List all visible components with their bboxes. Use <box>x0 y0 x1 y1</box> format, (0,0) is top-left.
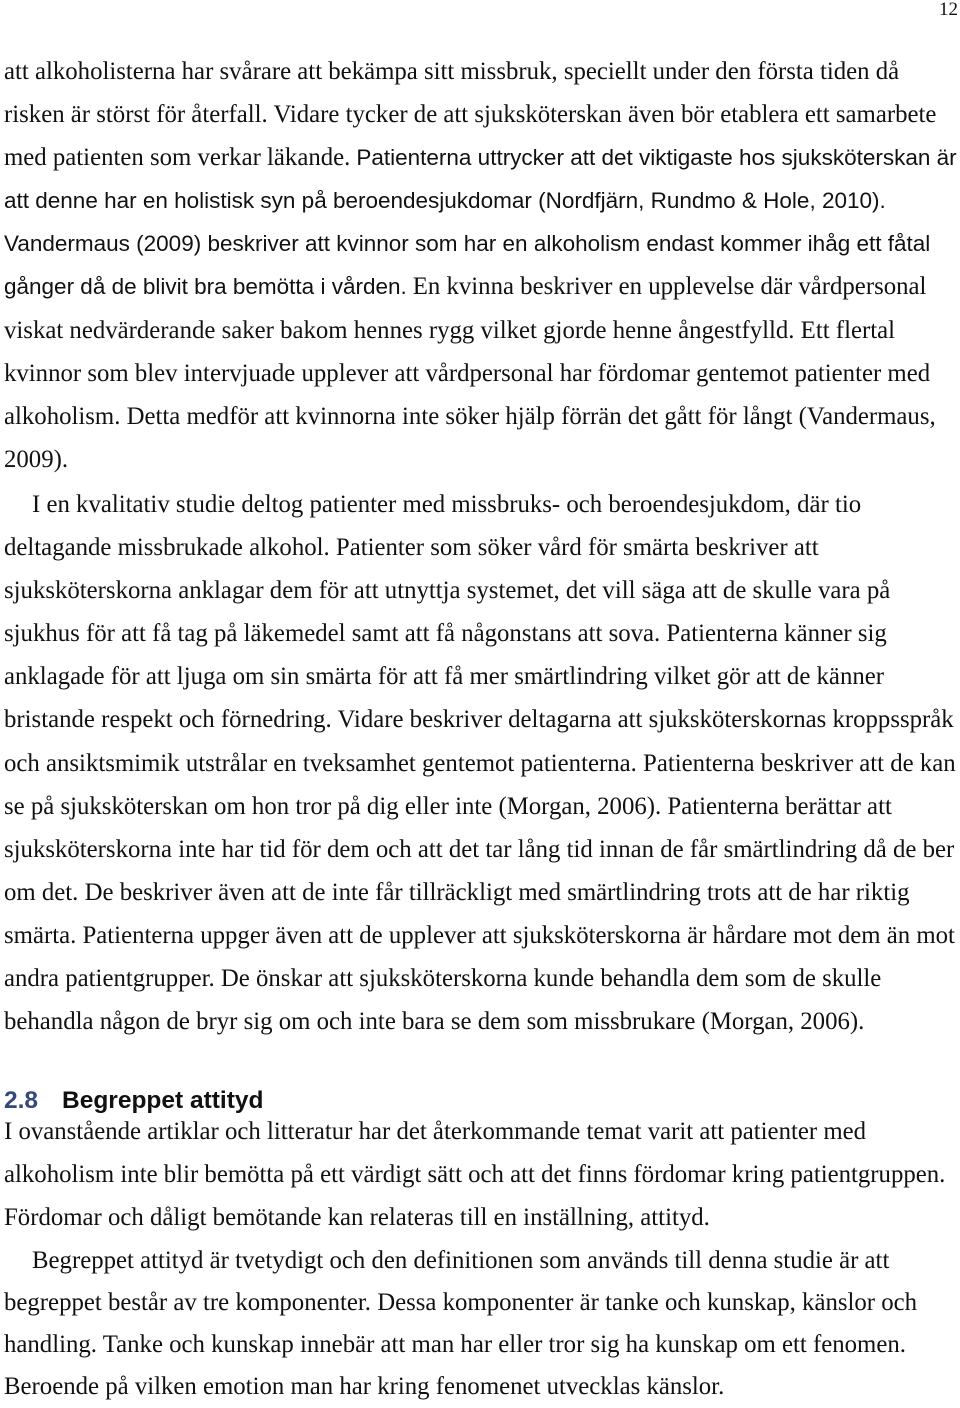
text-line <box>4 265 960 308</box>
text-line: begreppet består av tre komponenter. Dessa komponenter är tanke och kunskap, känslor och <box>4 1289 918 1316</box>
text-line: I en kvalitativ studie deltog patienter med missbruks- och beroendesjukdom, där tio <box>32 491 862 518</box>
paragraph <box>4 1110 960 1239</box>
text-segment: Patienterna uttrycker att det viktigaste hos sjuksköterskan är <box>356 145 957 171</box>
text-line: sjuksköterskorna anklagar dem för att utnyttja systemet, det vill säga att de skulle vara på <box>4 577 891 605</box>
text-line: Vandermaus (2009) beskriver att kvinnor som har en alkoholism endast kommer ihåg ett fåtal <box>4 231 931 257</box>
text-line: om det. De beskriver även att de inte får tillräckligt med smärtlindring trots att de har riktig <box>4 878 910 906</box>
text-line: sjukhus för att få tag på läkemedel samt att få någonstans att sova. Patienterna känner sig <box>4 620 887 648</box>
text-segment: gånger då de blivit bra bemötta i vården. <box>4 274 407 300</box>
paragraph <box>4 483 960 1043</box>
text-line: att denne har en holistisk syn på beroendesjukdomar (Nordfjärn, Rundmo & Hole, 2010). <box>4 188 886 214</box>
text-line: bristande respekt och förnedring. Vidare beskriver deltagarna att sjuksköterskornas kroppsspråk <box>4 706 954 734</box>
section-number: 2.8 <box>4 1087 39 1114</box>
text-line: Begreppet attityd är tvetydigt och den definitionen som används till denna studie är att <box>32 1247 890 1274</box>
text-line: anklagade för att ljuga om sin smärta för att få mer smärtlindring vilket gör att de känner <box>4 663 884 691</box>
text-line: risken är störst för återfall. Vidare tycker de att sjuksköterskan även bör etablera ett samarbete <box>4 101 937 129</box>
text-line: och ansiktsmimik utstrålar en tveksamhet gentemot patienterna. Patienterna beskriver att de kan <box>4 749 956 777</box>
text-line: Fördomar och dåligt bemötande kan relateras till en inställning, attityd. <box>4 1204 710 1232</box>
text-line: Beroende på vilken emotion man har kring fenomenet utvecklas känslor. <box>4 1373 725 1400</box>
page-number: 12 <box>939 0 958 20</box>
text-segment: En kvinna beskriver en upplevelse där vårdpersonal <box>412 273 927 301</box>
text-segment: med patienten som verkar läkande. <box>4 144 351 172</box>
paragraph <box>4 1240 960 1408</box>
paragraph <box>4 50 960 481</box>
text-line <box>4 136 960 179</box>
text-line: att alkoholisterna har svårare att bekämpa sitt missbruk, speciellt under den första tiden då <box>4 58 900 85</box>
text-line: kvinnor som blev intervjuade upplever att vårdpersonal har fördomar gentemot patienter med <box>4 359 931 387</box>
text-line: sjuksköterskorna inte har tid för dem och att det tar lång tid innan de får smärtlindring då de ber <box>4 835 955 863</box>
section-title: Begreppet attityd <box>62 1087 264 1114</box>
text-line: I ovanstående artiklar och litteratur har det återkommande temat varit att patienter med <box>4 1118 867 1145</box>
text-line: se på sjuksköterskan om hon tror på dig eller inte (Morgan, 2006). Patienterna berättar att <box>4 792 892 820</box>
text-line: smärta. Patienterna uppger även att de upplever att sjuksköterskorna är hårdare mot dem än mot <box>4 921 955 949</box>
text-line: 2009). <box>4 445 69 473</box>
text-line: andra patientgrupper. De önskar att sjuksköterskorna kunde behandla dem som de skulle <box>4 965 882 993</box>
text-line: alkoholism. Detta medför att kvinnorna inte söker hjälp förrän det gått för långt (Vandermaus, <box>4 402 936 430</box>
text-line: handling. Tanke och kunskap innebär att man har eller tror sig ha kunskap om ett fenomen. <box>4 1331 906 1358</box>
text-line: behandla någon de bryr sig om och inte bara se dem som missbrukare (Morgan, 2006). <box>4 1008 865 1036</box>
text-line: alkoholism inte blir bemötta på ett värdigt sätt och att det finns fördomar kring patientgruppen. <box>4 1161 946 1189</box>
text-line: viskat nedvärderande saker bakom hennes rygg vilket gjorde henne ångestfylld. Ett flertal <box>4 316 896 344</box>
text-line: deltagande missbrukade alkohol. Patienter som söker vård för smärta beskriver att <box>4 534 819 562</box>
